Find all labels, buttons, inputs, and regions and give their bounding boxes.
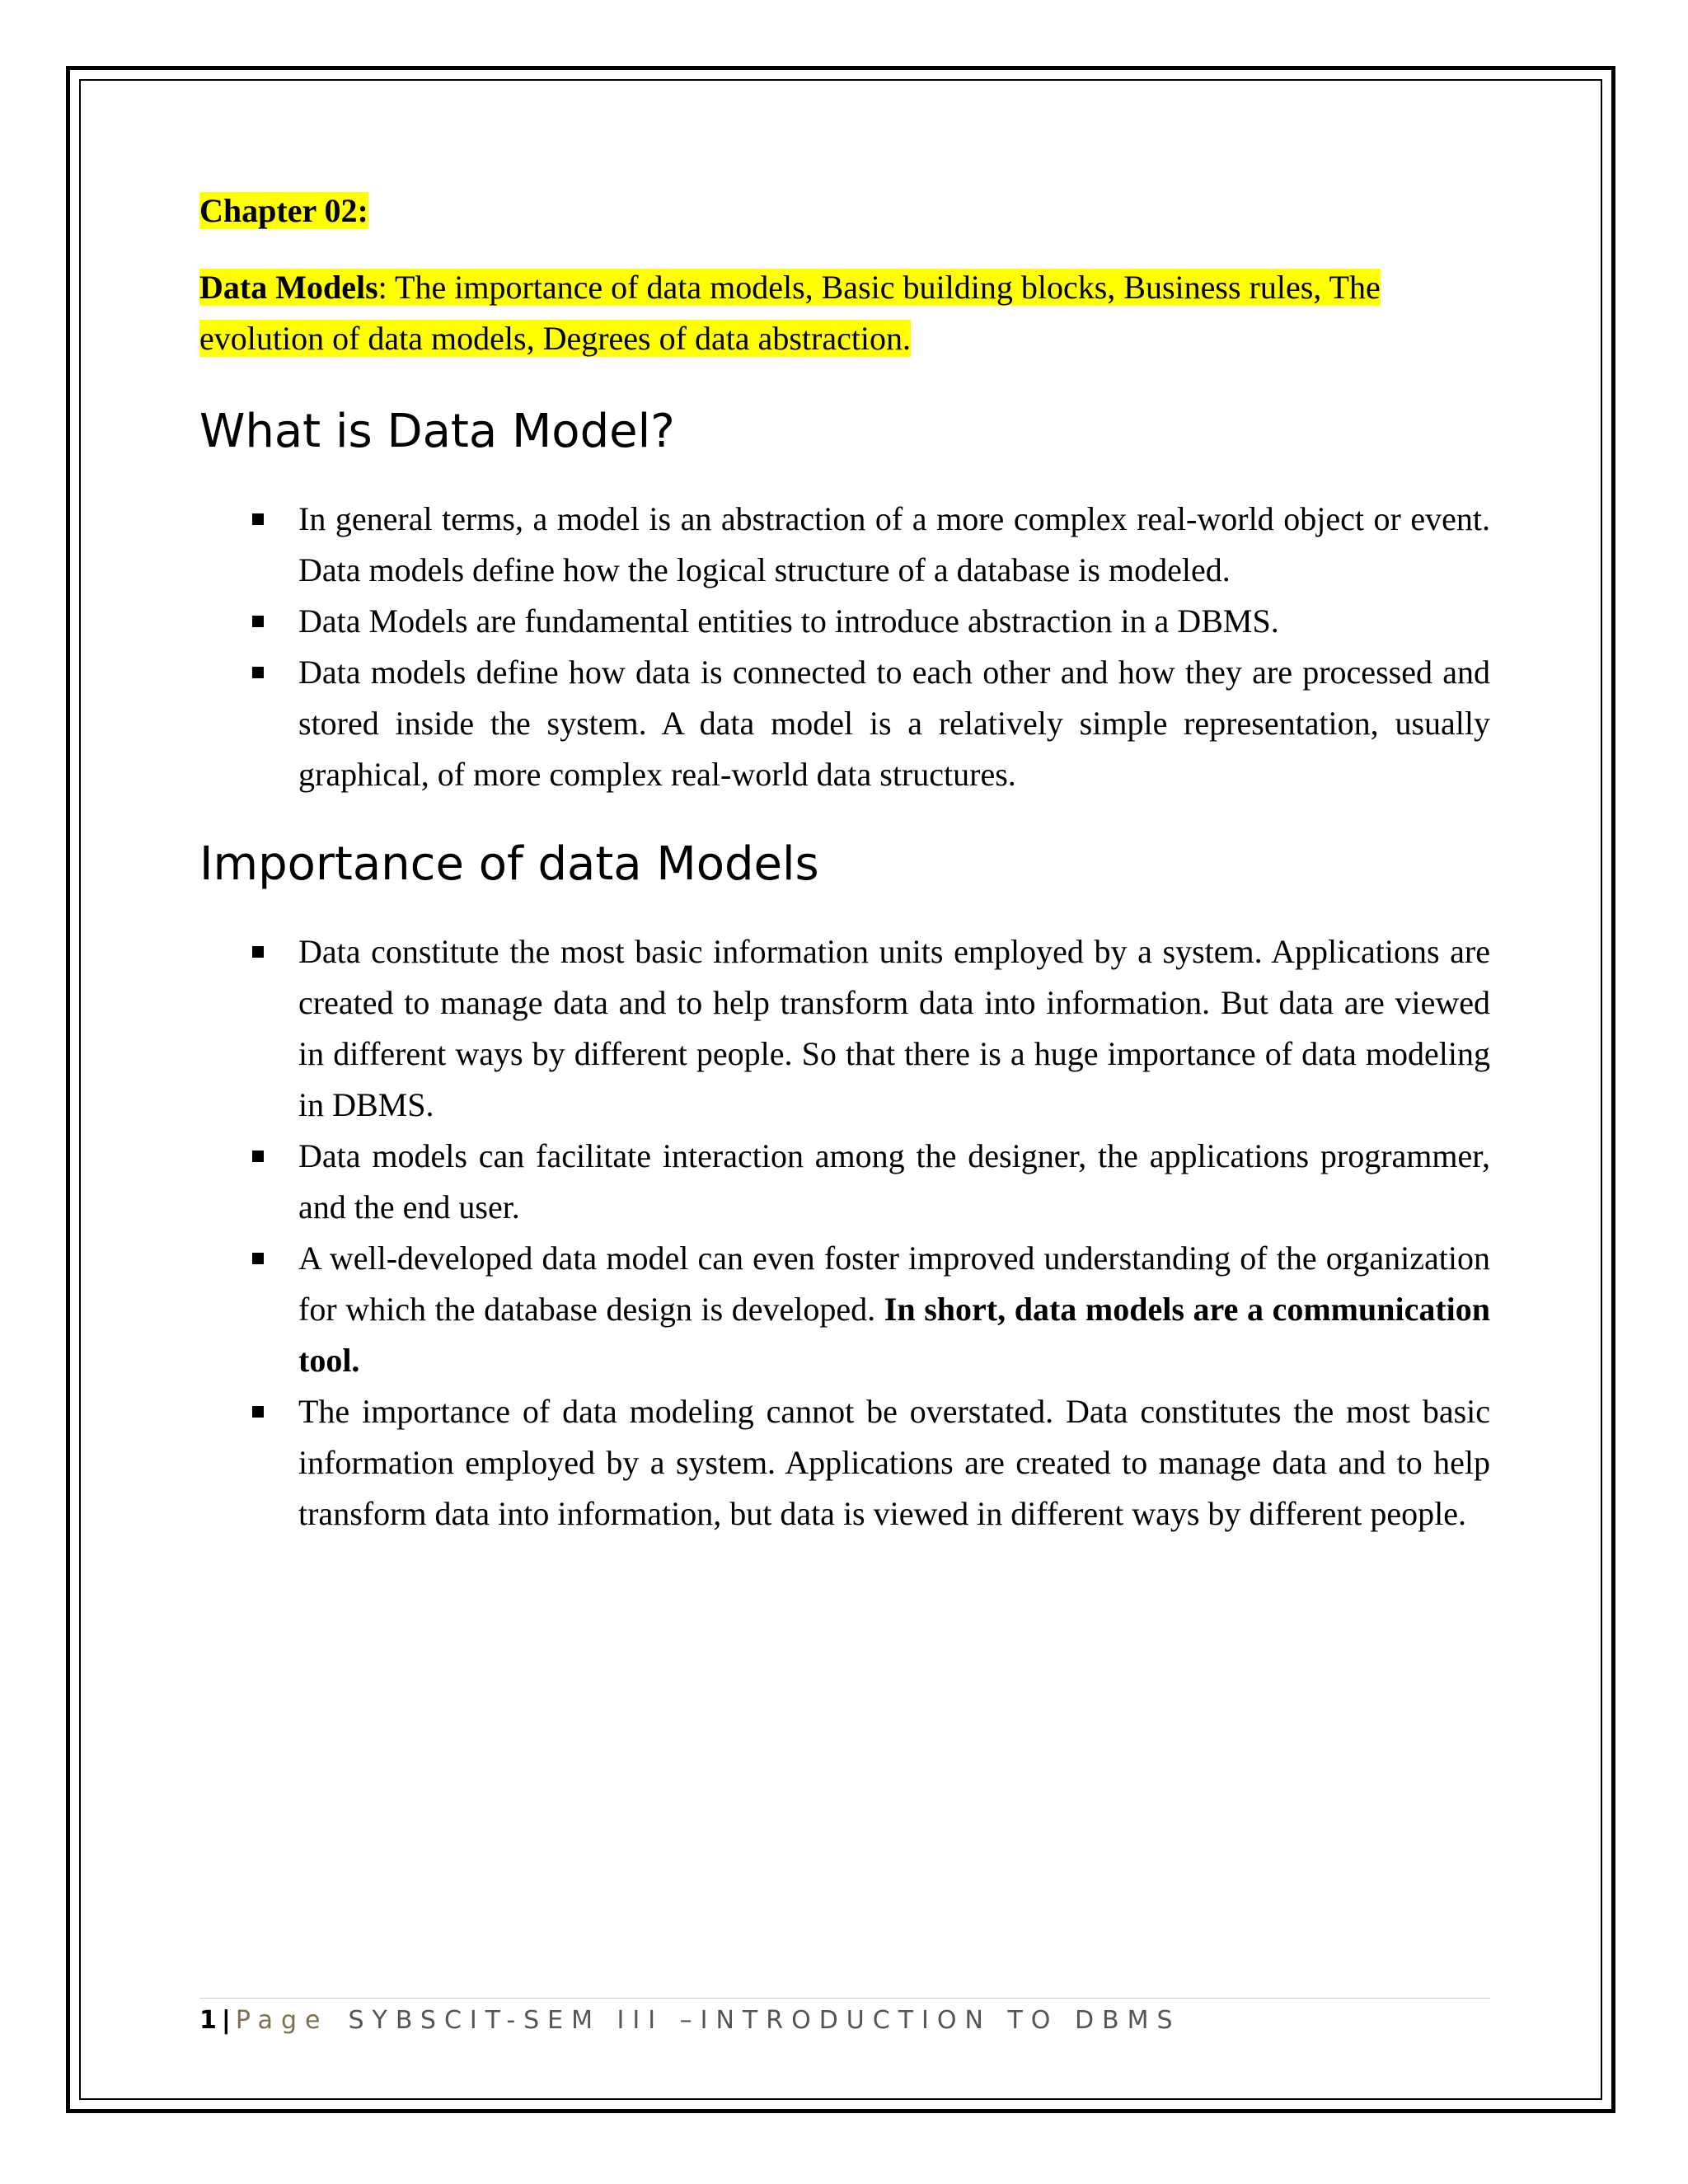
list-item-text: In general terms, a model is an abstraction of a more complex real-world object or event. Data models define how the logical structure of a database is modeled. [298, 500, 1490, 589]
square-bullet-icon [252, 1406, 264, 1418]
list-item-text: Data Models are fundamental entities to introduce abstraction in a DBMS. [298, 602, 1279, 640]
list-item-text: The importance of data modeling cannot be overstated. Data constitutes the most basic information employed by a system. Applications are created to manage data and to help transform data into information, but data is viewed in different ways by different people. [298, 1393, 1490, 1533]
list-item [199, 1233, 1490, 1386]
page-number: 1 [199, 2006, 217, 2035]
list-item [199, 1131, 1490, 1233]
list-item-text: Data models can facilitate interaction among the designer, the applications programmer, and the end user. [298, 1137, 1490, 1226]
list-item [199, 647, 1490, 800]
section-importance-list [199, 926, 1490, 1540]
list-item [199, 926, 1490, 1131]
square-bullet-icon [252, 1151, 264, 1162]
square-bullet-icon [252, 513, 264, 525]
list-item-text: A well-developed data model can even foster improved understanding of the organization for which the database design is developed. [298, 1240, 1490, 1329]
topics-rest: : The importance of data models, Basic building blocks, Business rules, The evolution of data models, Degrees of data abstraction. [199, 269, 1381, 357]
section-what-is-data-model-title: What is Data Model? [199, 405, 675, 458]
list-item-text: Data constitute the most basic information units employed by a system. Applications are created to manage data and to help transform data into information. But data are viewed in different ways by different people. So that there is a huge importance of data modeling in DBMS. [298, 933, 1490, 1124]
topics-lead: Data Models [199, 269, 378, 306]
footer-divider [199, 1998, 1490, 1999]
footer-page-word: Page [235, 2006, 329, 2035]
square-bullet-icon [252, 616, 264, 627]
chapter-topics [199, 262, 1490, 364]
page-footer [199, 2003, 1181, 2039]
square-bullet-icon [252, 667, 264, 678]
section-what-is-data-model-list [199, 494, 1490, 800]
list-item-bold-text: In short, data models are a communication tool. [298, 1291, 1491, 1380]
square-bullet-icon [252, 1253, 264, 1264]
list-item [199, 1386, 1490, 1540]
list-item [199, 494, 1490, 596]
chapter-heading [199, 190, 1490, 232]
page-content [199, 190, 1490, 1540]
footer-separator: | [221, 2006, 231, 2035]
list-item-text: Data models define how data is connected to each other and how they are processed and stored inside the system. A data model is a relatively simple representation, usually graphical, of more complex real-world data structures. [298, 654, 1490, 794]
topics-highlight [199, 269, 1381, 357]
chapter-label: Chapter 02: [199, 192, 368, 229]
list-item [199, 596, 1490, 647]
footer-course-title: SYBSCIT-SEM III –INTRODUCTION TO DBMS [348, 2006, 1181, 2035]
section-importance-title: Importance of data Models [199, 837, 819, 892]
square-bullet-icon [252, 946, 264, 958]
